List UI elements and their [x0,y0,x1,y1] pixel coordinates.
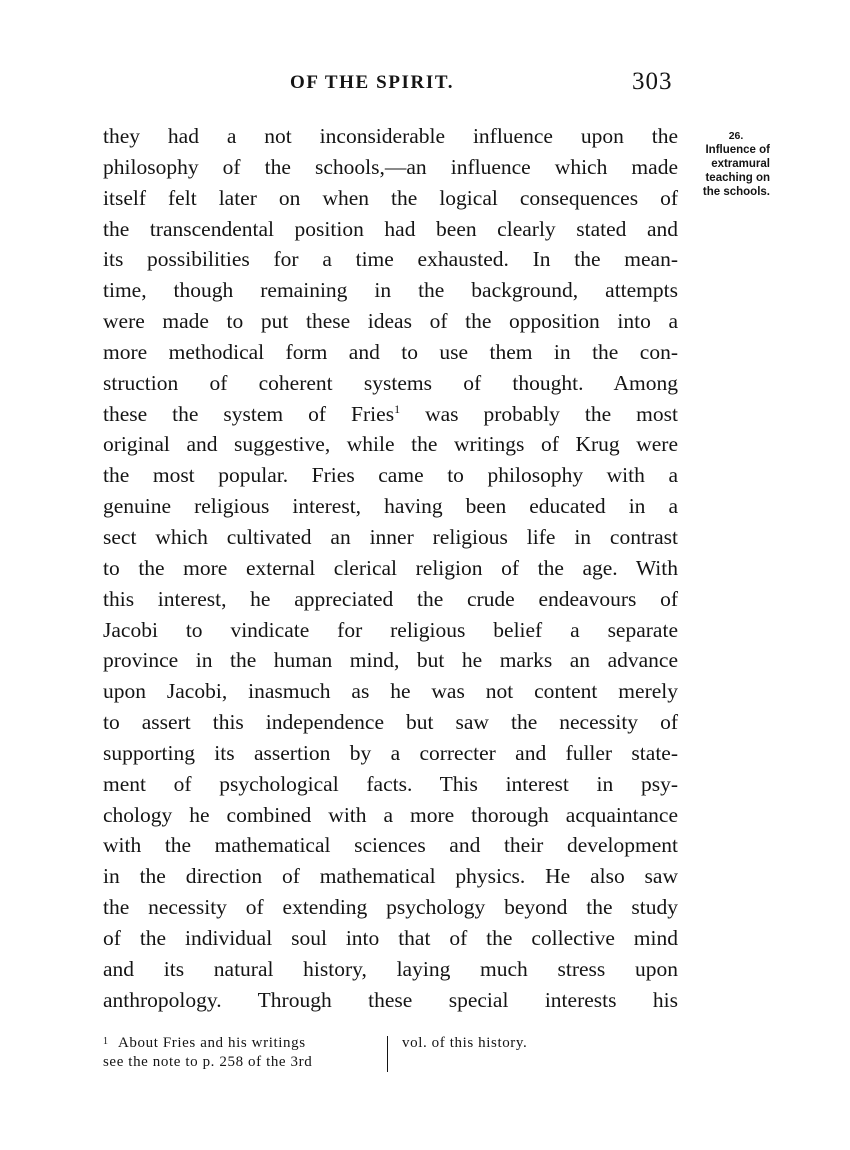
text-line: to the more external clerical religion of the age. With [103,555,678,580]
text-line: the most popular. Fries came to philosophy with a [103,463,678,488]
text-line: philosophy of the schools,—an influence which made [103,154,678,179]
text-line: its possibilities for a time exhausted. In the mean- [103,247,678,272]
text-line: Jacobi to vindicate for religious belief a separate [103,617,678,642]
text-line: supporting its assertion by a correcter and fuller state- [103,740,678,765]
text-line: this interest, he appreciated the crude endeavours of [103,586,678,611]
margin-note-line: Influence of [705,144,770,156]
text-line: genuine religious interest, having been educated in a [103,494,678,519]
text-line: were made to put these ideas of the opposition into a [103,309,678,334]
text-line: original and suggestive, while the writings of Krug were [103,432,678,457]
text-line: chology he combined with a more thorough acquaintance [103,802,678,827]
text-line: time, though remaining in the background, attempts [103,278,678,303]
margin-note-number: 26. [728,130,744,142]
text-line: ment of psychological facts. This interest in psy- [103,771,678,796]
footnote-right-column: vol. of this history. [402,1035,528,1051]
footnote-left-column [103,1034,388,1072]
text-line: struction of coherent systems of thought. Among [103,370,678,395]
margin-note [680,129,770,199]
text-fragment: was probably the most [425,401,678,426]
text-line-with-footnote [103,399,678,430]
footnote-reference[interactable]: 1 [394,401,401,416]
page-number: 303 [632,68,673,95]
footnote-marker: 1 [103,1036,109,1047]
text-line: in the direction of mathematical physics. He also saw [103,864,678,889]
text-line: itself felt later on when the logical consequences of [103,185,678,210]
text-line: province in the human mind, but he marks an advance [103,648,678,673]
running-title: OF THE SPIRIT. [290,72,455,93]
margin-note-line: the schools. [702,186,770,198]
text-line: the necessity of extending psychology beyond the study [103,895,678,920]
body-text [103,121,678,1015]
footnote-line: About Fries and his writings [118,1035,306,1051]
margin-note-line: teaching on [705,172,770,184]
footnote-column-divider [387,1036,388,1072]
text-line: upon Jacobi, inasmuch as he was not content merely [103,679,678,704]
text-line: they had a not inconsiderable influence upon the [103,124,678,148]
text-line: with the mathematical sciences and their development [103,833,678,858]
text-line: sect which cultivated an inner religious life in contrast [103,524,678,549]
text-line: the transcendental position had been clearly stated and [103,216,678,241]
text-fragment: these the system of Fries [103,401,395,426]
text-line: and its natural history, laying much stress upon [103,956,678,981]
footnote-line: see the note to p. 258 of the 3rd [103,1054,313,1070]
text-line: of the individual soul into that of the collective mind [103,925,678,950]
text-line: anthropology. Through these special interests his [103,987,678,1012]
text-line: to assert this independence but saw the necessity of [103,710,678,735]
text-line: more methodical form and to use them in the con- [103,339,678,364]
margin-note-line: extramural [711,158,770,170]
